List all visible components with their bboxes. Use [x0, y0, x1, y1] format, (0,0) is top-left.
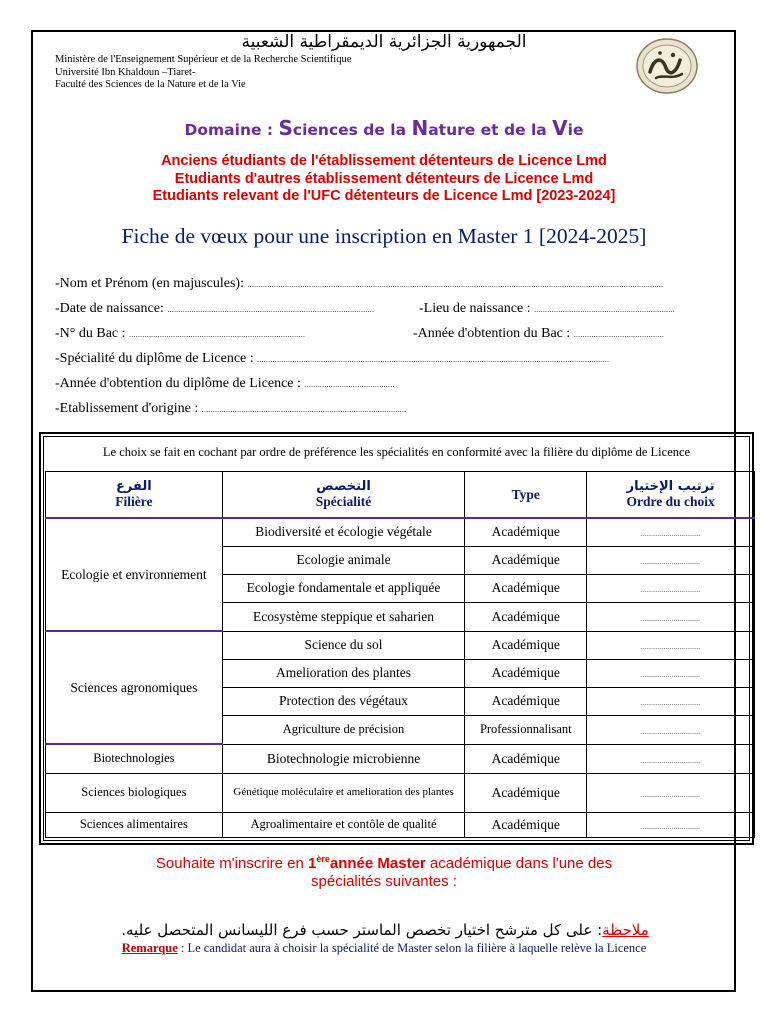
specialty-cell: Biotechnologie microbienne — [222, 744, 465, 773]
type-cell: Académique — [465, 546, 587, 574]
choice-order-cell[interactable]: ............................... — [587, 574, 755, 602]
specialty-cell: Agroalimentaire et contôle de qualité — [222, 812, 465, 837]
institution-header — [55, 54, 351, 92]
type-cell: Professionnalisant — [465, 715, 587, 744]
specialty-cell: Science du sol — [222, 631, 465, 659]
table-instruction: Le choix se fait en cochant par ordre de préférence les spécialités en conformité avec la filière du diplôme de Licence — [102, 445, 691, 459]
arabic-remark: ملاحظة: على كل مترشح اختيار تخصص الماستر حسب فرع الليسانس المتحصل عليه. — [121, 921, 649, 939]
table-header-row — [46, 472, 755, 519]
french-remark: Remarque : Le candidat aura à choisir la spécialité de Master selon la filière à laquelle relève la Licence — [121, 941, 647, 955]
university-logo-icon — [636, 38, 698, 94]
form-title: Fiche de vœux pour une inscription en Master 1 [2024-2025] — [121, 224, 647, 248]
specialty-cell: Ecosystème steppique et saharien — [222, 602, 465, 631]
header-type: Type — [465, 472, 587, 519]
specialty-cell: Ecologie animale — [222, 546, 465, 574]
choice-order-cell[interactable]: ............................... — [587, 744, 755, 773]
specialty-cell: Biodiversité et écologie végétale — [222, 518, 465, 546]
eligibility-line: Etudiants d'autres établissement détenteurs de Licence Lmd — [174, 170, 594, 187]
type-cell: Académique — [465, 687, 587, 715]
filiere-cell: Sciences agronomiques — [46, 631, 223, 744]
choice-order-cell[interactable]: ............................... — [587, 812, 755, 837]
ministry-line: Ministère de l'Enseignement Supérieur et de la Recherche Scientifique — [55, 54, 352, 65]
university-line: Université Ibn Khaldoun –Tiaret- — [55, 66, 196, 78]
table-row — [46, 631, 755, 659]
eligibility-lines — [0, 153, 768, 206]
name-field[interactable]: -Nom et Prénom (en majuscules): ............................................................................................................................................................................................. — [55, 276, 664, 291]
header-ordre: ترتيب الإختيار Ordre du choix — [587, 472, 755, 519]
type-cell: Académique — [465, 744, 587, 773]
specialty-cell: Génétique moléculaire et amelioration des plantes — [222, 773, 465, 812]
choice-order-cell[interactable]: ............................... — [587, 631, 755, 659]
type-cell: Académique — [465, 574, 587, 602]
faculty-line: Faculté des Sciences de la Nature et de la Vie — [55, 79, 246, 90]
choice-order-cell[interactable]: ............................... — [587, 687, 755, 715]
wish-statement: Souhaite m'inscrire en 1èreannée Master académique dans l'une des spécialités suivantes : — [155, 854, 613, 890]
bac-year-field[interactable]: -Année d'obtention du Bac : ......................................... — [413, 326, 664, 341]
type-cell: Académique — [465, 812, 587, 837]
eligibility-line: Etudiants relevant de l'UFC détenteurs de Licence Lmd [2023-2024] — [152, 188, 616, 204]
header-filiere: الفرع Filière — [46, 472, 223, 519]
specialty-cell: Amelioration des plantes — [222, 659, 465, 687]
type-cell: Académique — [465, 773, 587, 812]
birth-date-field[interactable]: -Date de naissance: .............................................................................................. — [55, 301, 375, 316]
table-row — [46, 518, 755, 546]
birth-place-field[interactable]: -Lieu de naissance : ................................................................ — [419, 301, 675, 316]
type-cell: Académique — [465, 518, 587, 546]
filiere-cell: Sciences biologiques — [46, 773, 223, 812]
origin-institution-field[interactable]: -Etablissement d'origine : ............................................................................................. — [55, 401, 407, 416]
choice-order-cell[interactable]: ............................... — [587, 715, 755, 744]
choice-order-cell[interactable]: ............................... — [587, 602, 755, 631]
specialty-cell: Protection des végétaux — [222, 687, 465, 715]
type-cell: Académique — [465, 631, 587, 659]
bac-number-field[interactable]: -N° du Bac : ................................................................................ — [55, 326, 306, 341]
filiere-cell: Ecologie et environnement — [46, 518, 223, 631]
filiere-cell: Sciences alimentaires — [46, 812, 223, 837]
arabic-republic-title: الجمهورية الجزائرية الديمقراطية الشعبية — [241, 32, 527, 52]
licence-specialty-field[interactable]: -Spécialité du diplôme de Licence : ................................................................................................................................................................ — [55, 351, 610, 366]
table-row — [46, 773, 755, 812]
choice-order-cell[interactable]: ............................... — [587, 546, 755, 574]
licence-year-field[interactable]: -Année d'obtention du diplôme de Licence : ......................................... — [55, 376, 395, 391]
choice-table — [45, 471, 755, 838]
choice-table-frame — [39, 432, 754, 845]
header-specialite: التخصص Spécialité — [222, 472, 465, 519]
domain-title: Domaine : Sciences de la Nature et de la Vie — [184, 116, 584, 140]
eligibility-line: Anciens étudiants de l'établissement détenteurs de Licence Lmd — [161, 153, 607, 169]
type-cell: Académique — [465, 602, 587, 631]
choice-order-cell[interactable]: ............................... — [587, 659, 755, 687]
type-cell: Académique — [465, 659, 587, 687]
specialty-cell: Ecologie fondamentale et appliquée — [222, 574, 465, 602]
choice-order-cell[interactable]: ............................... — [587, 518, 755, 546]
specialty-cell: Agriculture de précision — [222, 715, 465, 744]
table-row — [46, 812, 755, 837]
choice-order-cell[interactable]: ............................... — [587, 773, 755, 812]
table-row — [46, 744, 755, 773]
filiere-cell: Biotechnologies — [46, 744, 223, 773]
